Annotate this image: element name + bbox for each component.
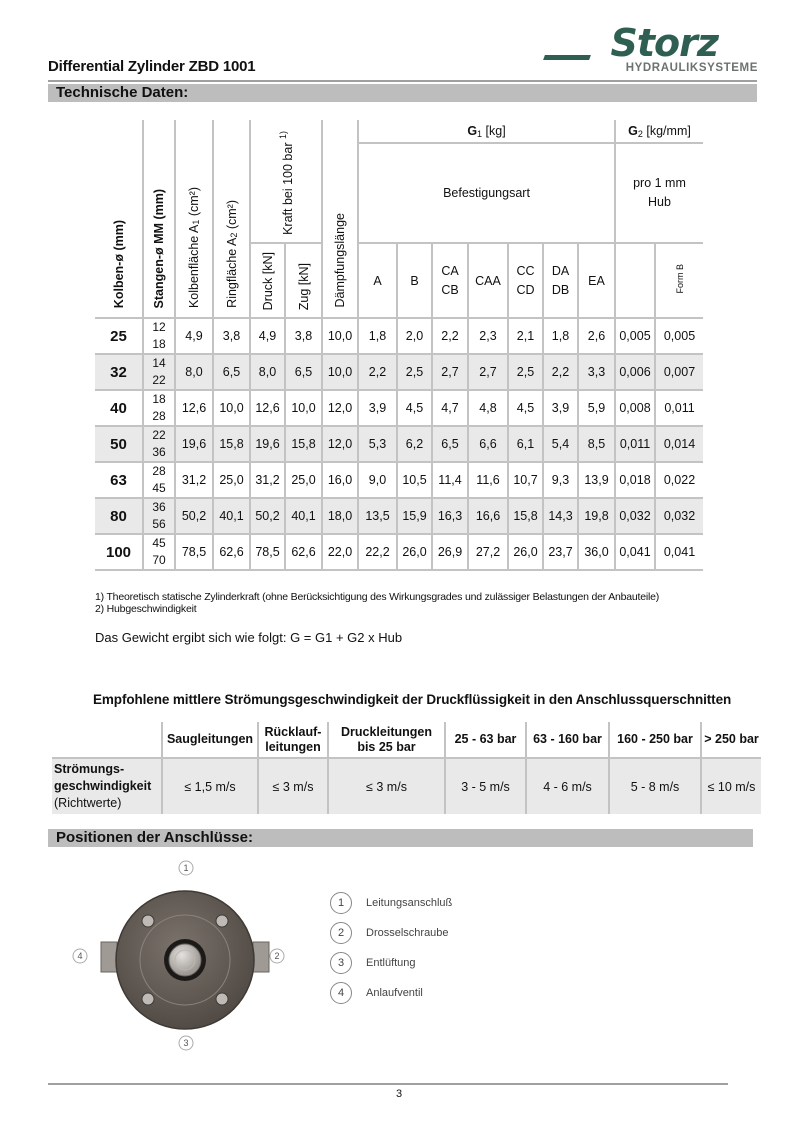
callout-3: 3: [183, 1038, 189, 1048]
table-row: 25 12 18 4,9 3,8 4,9 3,8 10,0 1,8 2,0 2,2 2,3 2,1 1,8 2,6 0,005 0,005: [95, 318, 703, 354]
header-g1: $G_1$ [kg]: [358, 120, 615, 143]
header-ringflaeche: Ringfläche $A_2$ (cm²): [213, 120, 250, 318]
header-mount-ea: EA: [578, 243, 615, 318]
flow-header-over-250: > 250 bar: [701, 722, 761, 758]
section-heading-port-positions: Positionen der Anschlüsse:: [48, 829, 753, 847]
legend-item: 1 Leitungsanschluß: [330, 888, 452, 918]
section-heading-technical-data: Technische Daten:: [48, 84, 757, 102]
cylinder-front-view-diagram: [70, 855, 300, 1055]
callout-4: 4: [77, 951, 83, 961]
legend-item: 4 Anlaufventil: [330, 978, 452, 1008]
header-zug: Zug [kN]: [285, 243, 322, 318]
header-stangen: Stangen-ø MM (mm): [143, 120, 175, 318]
logo-underline: [543, 55, 591, 60]
header-druck: Druck [kN]: [250, 243, 285, 318]
flow-row: Strömungs- geschwindigkeit (Richtwerte) ≤ 1,5 m/s ≤ 3 m/s ≤ 3 m/s 3 - 5 m/s 4 - 6 m/s 5 - 8 m/s ≤ 10 m/s: [52, 758, 761, 814]
flow-velocity-table: [52, 722, 761, 814]
header-g2-form-b: Form B: [655, 243, 703, 318]
flow-header-63-160: 63 - 160 bar: [526, 722, 609, 758]
header-mount-cc-cd: CC CD: [508, 243, 543, 318]
header-divider: [48, 80, 757, 82]
storz-logo: [540, 21, 758, 76]
flow-header-160-250: 160 - 250 bar: [609, 722, 701, 758]
legend-item: 2 Drosselschraube: [330, 918, 452, 948]
header-kraft: Kraft bei 100 bar $^{1)}$: [250, 120, 322, 243]
header-mount-da-db: DA DB: [543, 243, 578, 318]
footnote-2: 2) Hubgeschwindigkeit: [95, 603, 197, 615]
flow-header-blank: [52, 722, 162, 758]
legend-item: 3 Entlüftung: [330, 948, 452, 978]
footer-divider: [48, 1083, 728, 1085]
header-mount-b: B: [397, 243, 432, 318]
logo-wordmark: Storz: [610, 21, 718, 65]
weight-formula: Das Gewicht ergibt sich wie folgt: G = G1 + G2 x Hub: [95, 630, 403, 645]
table-row: 32 14 22 8,0 6,5 8,0 6,5 10,0 2,2 2,5 2,7 2,7 2,5 2,2 3,3 0,006 0,007: [95, 354, 703, 390]
flow-row-label: Strömungs- geschwindigkeit (Richtwerte): [52, 758, 162, 814]
flow-header-25-63: 25 - 63 bar: [445, 722, 526, 758]
table-row: 63 28 45 31,2 25,0 31,2 25,0 16,0 9,0 10,5 11,4 11,6 10,7 9,3 13,9 0,018 0,022: [95, 462, 703, 498]
header-mount-a: A: [358, 243, 397, 318]
header-pro-hub: pro 1 mm Hub: [615, 143, 703, 243]
header-daempfung: Dämpfungslänge: [322, 120, 358, 318]
header-mount-ca-cb: CA CB: [432, 243, 468, 318]
header-kolben: Kolben-ø (mm): [95, 120, 143, 318]
table-row: 40 18 28 12,6 10,0 12,6 10,0 12,0 3,9 4,5 4,7 4,8 4,5 3,9 5,9 0,008 0,011: [95, 390, 703, 426]
table-row: 50 22 36 19,6 15,8 19,6 15,8 12,0 5,3 6,2 6,5 6,6 6,1 5,4 8,5 0,011 0,014: [95, 426, 703, 462]
table-row: 80 36 56 50,2 40,1 50,2 40,1 18,0 13,5 15,9 16,3 16,6 15,8 14,3 19,8 0,032 0,032: [95, 498, 703, 534]
flow-header-druck-25: Druckleitungen bis 25 bar: [328, 722, 445, 758]
header-g2: $G_2$ [kg/mm]: [615, 120, 703, 143]
port-legend: [330, 888, 452, 1008]
flow-header-ruecklauf: Rücklauf-leitungen: [258, 722, 328, 758]
header-mount-caa: CAA: [468, 243, 508, 318]
technical-data-table: [95, 120, 703, 571]
header-befestigungsart: Befestigungsart: [358, 143, 615, 243]
header-kolbenflaeche: Kolbenfläche $A_1$ (cm²): [175, 120, 213, 318]
page-number: 3: [396, 1088, 403, 1100]
header-g2-standard: [615, 243, 655, 318]
footnote-1: 1) Theoretisch statische Zylinderkraft (ohne Berücksichtigung des Wirkungsgrades und zulässiger Belastungen der Anbauteile): [95, 591, 660, 603]
document-title: Differential Zylinder ZBD 1001: [48, 58, 256, 75]
logo-subtitle: HYDRAULIKSYSTEME: [625, 62, 758, 74]
flow-header-saug: Saugleitungen: [162, 722, 258, 758]
callout-2: 2: [274, 951, 280, 961]
table-row: 100 45 70 78,5 62,6 78,5 62,6 22,0 22,2 26,0 26,9 27,2 26,0 23,7 36,0 0,041 0,041: [95, 534, 703, 570]
callout-1: 1: [183, 863, 189, 873]
flow-velocity-title: Empfohlene mittlere Strömungsgeschwindigkeit der Druckflüssigkeit in den Anschlussquerschnitten: [93, 692, 732, 707]
